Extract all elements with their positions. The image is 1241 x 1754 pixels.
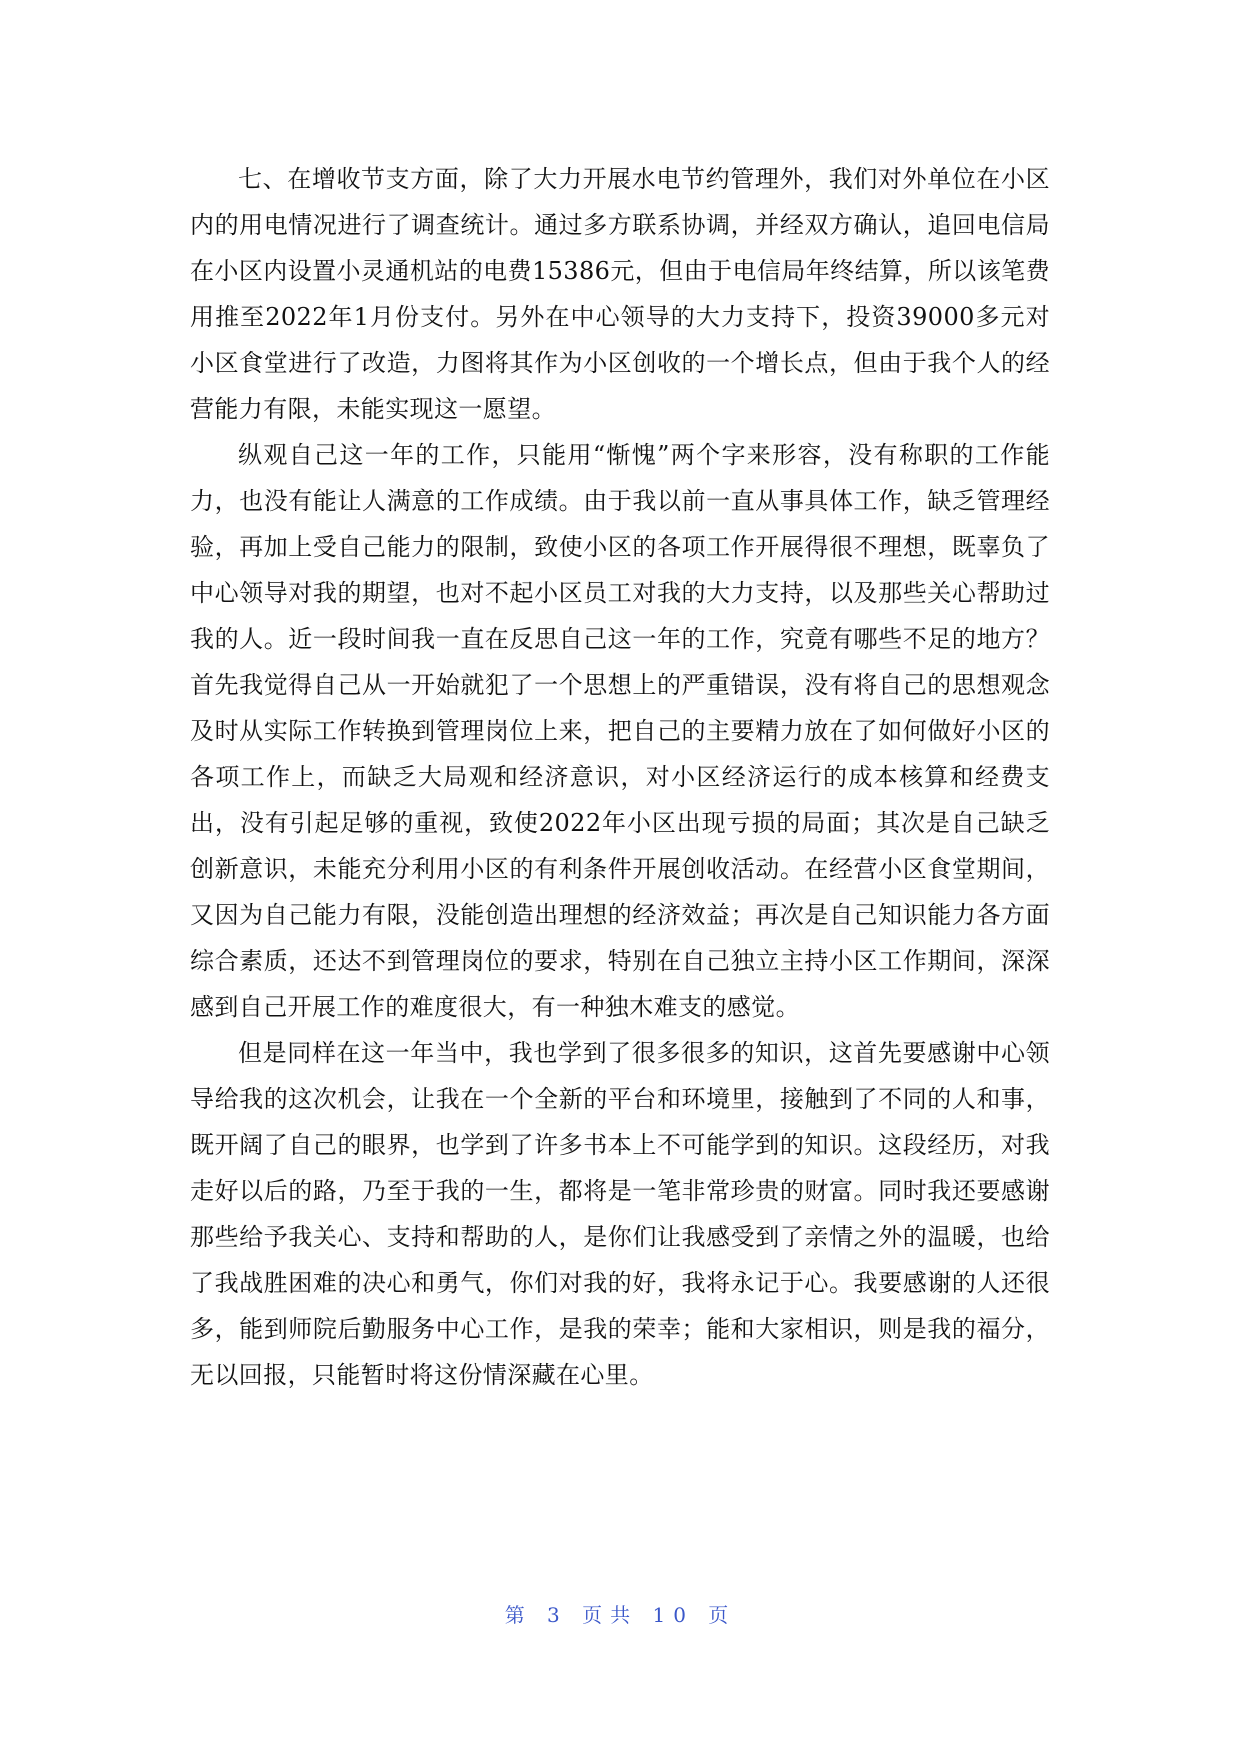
document-body [190, 156, 1050, 1398]
paragraph-self-review: 纵观自己这一年的工作，只能用“惭愧”两个字来形容，没有称职的工作能力，也没有能让人满意的工作成绩。由于我以前一直从事具体工作，缺乏管理经验，再加上受自己能力的限制，致使小区的各项工作开展得很不理想，既辜负了中心领导对我的期望，也对不起小区员工对我的大力支持，以及那些关心帮助过我的人。近一段时间我一直在反思自己这一年的工作，究竟有哪些不足的地方？首先我觉得自己从一开始就犯了一个思想上的严重错误，没有将自己的思想观念及时从实际工作转换到管理岗位上来，把自己的主要精力放在了如何做好小区的各项工作上，而缺乏大局观和经济意识，对小区经济运行的成本核算和经费支出，没有引起足够的重视，致使2022年小区出现亏损的局面；其次是自己缺乏创新意识，未能充分利用小区的有利条件开展创收活动。在经营小区食堂期间，又因为自己能力有限，没能创造出理想的经济效益；再次是自己知识能力各方面综合素质，还达不到管理岗位的要求，特别在自己独立主持小区工作期间，深深感到自己开展工作的难度很大，有一种独木难支的感觉。 [190, 441, 1050, 1021]
paragraph-gratitude: 但是同样在这一年当中，我也学到了很多很多的知识，这首先要感谢中心领导给我的这次机会，让我在一个全新的平台和环境里，接触到了不同的人和事，既开阔了自己的眼界，也学到了许多书本上不可能学到的知识。这段经历，对我走好以后的路，乃至于我的一生，都将是一笔非常珍贵的财富。同时我还要感谢那些给予我关心、支持和帮助的人，是你们让我感受到了亲情之外的温暖，也给了我战胜困难的决心和勇气，你们对我的好，我将永记于心。我要感谢的人还很多，能到师院后勤服务中心工作，是我的荣幸；能和大家相识，则是我的福分，无以回报，只能暂时将这份情深藏在心里。 [190, 1039, 1050, 1389]
page-number-footer: 第 3 页共 10 页 [504, 1603, 737, 1627]
paragraph-savings: 七、在增收节支方面，除了大力开展水电节约管理外，我们对外单位在小区内的用电情况进行了调查统计。通过多方联系协调，并经双方确认，追回电信局在小区内设置小灵通机站的电费15386元，但由于电信局年终结算，所以该笔费用推至2022年1月份支付。另外在中心领导的大力支持下，投资39000多元对小区食堂进行了改造，力图将其作为小区创收的一个增长点，但由于我个人的经营能力有限，未能实现这一愿望。 [190, 165, 1050, 423]
